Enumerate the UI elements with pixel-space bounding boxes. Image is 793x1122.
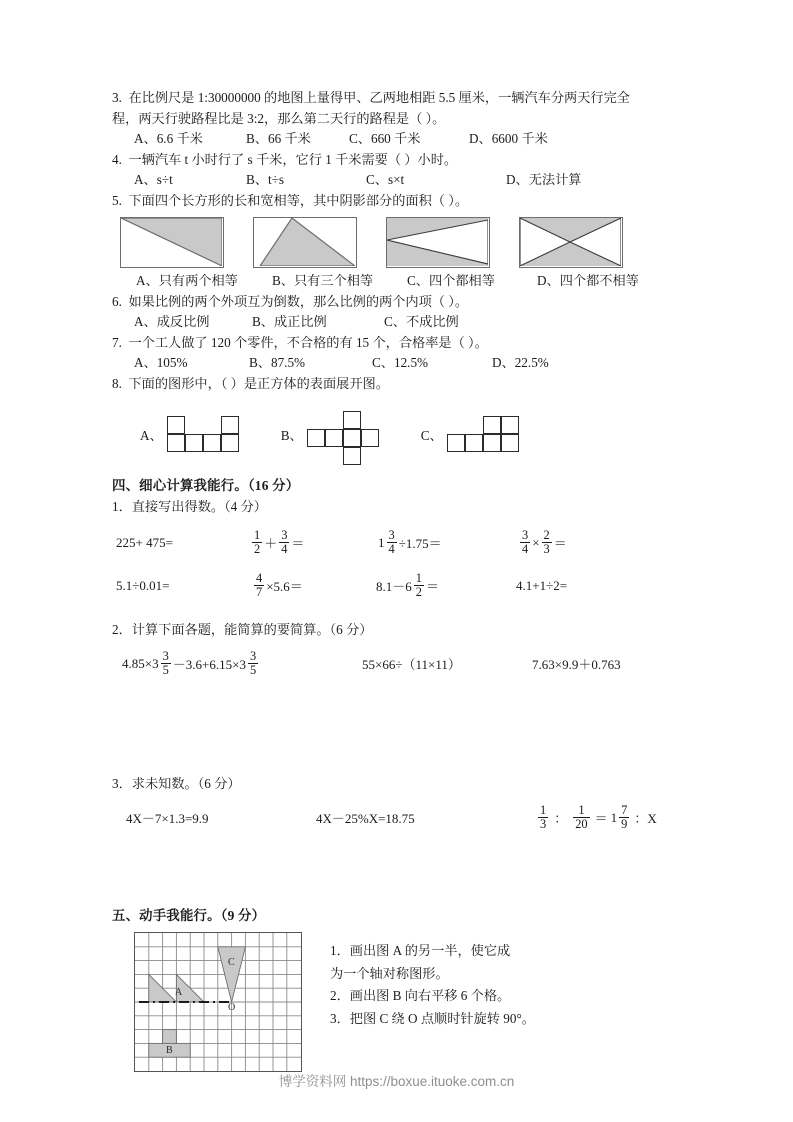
- question-3-option-b[interactable]: B、66 千米: [246, 131, 311, 146]
- page-content: [112, 88, 684, 1082]
- fraction: $\frac{1}{3}$: [540, 803, 547, 832]
- question-6-option-b[interactable]: B、成正比例: [252, 314, 327, 329]
- section-five-instructions: [330, 940, 682, 1030]
- section-five-title: 五、动手我能行。（9 分）: [112, 908, 266, 924]
- net-cell: [307, 429, 325, 447]
- question-5-stem-line1: 下面四个长方形的长和宽相等，其中阴影部分的面积（ ）。: [128, 192, 469, 208]
- arith-item: 7.63×9.9＋0.763: [532, 657, 621, 673]
- question-5-number: 5.: [112, 192, 122, 208]
- arith-item: [378, 529, 518, 556]
- grid-shape-label-c: C: [228, 957, 235, 969]
- net-cell: [221, 434, 239, 452]
- middle: －3.6+6.15×3: [172, 657, 246, 673]
- integer-part: 1: [378, 534, 385, 550]
- cube-net-c[interactable]: [421, 416, 519, 452]
- tail: ×5.6＝: [266, 579, 303, 595]
- lead: 4.85×3: [122, 655, 159, 671]
- tail: ÷1.75＝: [398, 536, 442, 552]
- operator: ×: [532, 534, 540, 550]
- shaded-rect-figure-3: [386, 217, 490, 268]
- section-four-title: 四、细心计算我能行。（16 分）: [112, 478, 300, 493]
- fraction: $\frac{4}{7}$: [256, 571, 263, 600]
- question-6-stem: [112, 292, 684, 313]
- instruction-3: 3．把图 C 绕 O 点顺时针旋转 90°。: [330, 1010, 535, 1026]
- question-3-stem-line1: 在比例尺是 1:30000000 的地图上量得甲、乙两地相距 5.5 厘米，一辆汽车分两天行完全: [128, 90, 630, 105]
- net-cell: [483, 434, 501, 452]
- question-7-option-a[interactable]: A、105%: [134, 355, 188, 370]
- arith-item: [252, 572, 376, 599]
- net-cell: [447, 434, 465, 452]
- operator: ＋: [264, 536, 278, 552]
- question-4-stem-line1: 一辆汽车 t 小时行了 s 千米，它行 1 千米需要（ ）小时。: [128, 151, 458, 167]
- question-4-option-b[interactable]: B、t÷s: [246, 172, 285, 187]
- question-3-number: 3.: [112, 90, 122, 105]
- arith-item: [122, 650, 362, 677]
- question-7-option-d[interactable]: D、22.5%: [492, 355, 549, 370]
- fraction: $\frac{1}{2}$: [415, 571, 422, 600]
- net-cell: [343, 411, 361, 429]
- net-cell: [203, 434, 221, 452]
- equals: ＝: [594, 811, 608, 827]
- net-cell: [167, 416, 185, 434]
- arith-item: [518, 529, 567, 556]
- footer-watermark: 博学资料网 https://boxue.ituoke.com.cn: [278, 1074, 515, 1089]
- question-6-option-a[interactable]: A、成反比例: [134, 314, 210, 329]
- net-cell: [167, 434, 185, 452]
- question-5-options: [112, 271, 684, 292]
- question-4-stem: [112, 150, 684, 171]
- fraction: $\frac{1}{20}$: [575, 803, 588, 832]
- lead: 8.1－6: [376, 579, 412, 595]
- question-5-option-d[interactable]: D、四个都不相等: [537, 273, 639, 288]
- arith-row-4: [112, 804, 684, 831]
- question-7-stem: [112, 333, 684, 354]
- section-four-sub3: 3．求未知数。（6 分）: [112, 776, 241, 792]
- instruction-1-line2: 为一个轴对称图形。: [330, 965, 449, 981]
- question-5-option-c[interactable]: C、四个都相等: [407, 273, 495, 288]
- net-cell: [221, 416, 239, 434]
- question-4-option-d[interactable]: D、无法计算: [506, 172, 582, 187]
- net-cell: [325, 429, 343, 447]
- question-5-stem: [112, 191, 684, 212]
- cube-net-a-label: A、: [140, 427, 163, 443]
- arith-row-3: [112, 650, 684, 677]
- question-7-option-b[interactable]: B、87.5%: [249, 355, 306, 370]
- question-3-stem: [112, 88, 684, 129]
- cube-net-c-label: C、: [420, 427, 443, 443]
- shaded-rectangles-row: [112, 217, 684, 268]
- fraction: $\frac{2}{3}$: [543, 528, 550, 557]
- question-5-option-b[interactable]: B、只有三个相等: [272, 273, 374, 288]
- question-7-options: [112, 353, 684, 374]
- question-4-option-a[interactable]: A、s÷t: [134, 172, 173, 187]
- arith-row-1: [112, 529, 684, 556]
- fraction: $\frac{3}{4}$: [281, 528, 288, 557]
- coordinate-grid-figure[interactable]: [134, 932, 302, 1072]
- question-7-stem-line1: 一个工人做了 120 个零件，不合格的有 15 个，合格率是（ ）。: [128, 334, 488, 350]
- fraction: $\frac{7}{9}$: [621, 803, 628, 832]
- fraction: $\frac{1}{2}$: [254, 528, 261, 557]
- question-7-option-c[interactable]: C、12.5%: [372, 355, 429, 370]
- fraction: $\frac{3}{5}$: [162, 649, 169, 678]
- arith-item: [250, 529, 378, 556]
- tail: ：X: [634, 811, 657, 827]
- section-five-figure-area: [112, 932, 684, 1082]
- question-6-stem-line1: 如果比例的两个外项互为倒数，那么比例的两个内项（ ）。: [128, 293, 469, 309]
- grid-shape-label-b: B: [166, 1045, 173, 1057]
- net-cell: [501, 434, 519, 452]
- question-8-stem-line1: 下面的图形中，（ ）是正方体的表面展开图。: [128, 375, 389, 391]
- fraction: $\frac{3}{4}$: [388, 528, 395, 557]
- section-four-sub2: 2．计算下面各题，能简算的要简算。（6 分）: [112, 622, 373, 638]
- question-8-number: 8.: [112, 375, 122, 391]
- question-4-options: [112, 170, 684, 191]
- net-cell: [343, 447, 361, 465]
- arith-item: 4.1+1÷2=: [516, 577, 568, 593]
- arith-row-2: [112, 572, 684, 599]
- arith-item: 4X－25%X=18.75: [316, 811, 415, 827]
- shaded-rect-figure-4: [519, 217, 623, 268]
- arith-item: 5.1÷0.01=: [116, 577, 170, 593]
- question-3-option-d[interactable]: D、6600 千米: [469, 131, 548, 146]
- fraction: $\frac{3}{4}$: [522, 528, 529, 557]
- equals: ＝: [425, 579, 439, 595]
- shaded-rect-figure-2: [253, 217, 357, 268]
- shaded-rect-figure-1: [120, 217, 224, 268]
- arith-item: 225+ 475=: [116, 534, 173, 550]
- cube-net-b[interactable]: [281, 403, 379, 465]
- equals: ＝: [291, 536, 305, 552]
- question-6-option-c[interactable]: C、不成比例: [384, 314, 459, 329]
- question-7-number: 7.: [112, 334, 122, 350]
- question-8-stem: [112, 374, 684, 395]
- arith-item: 4X－7×1.3=9.9: [126, 811, 209, 827]
- instruction-2: 2．画出图 B 向右平移 6 个格。: [330, 988, 511, 1004]
- question-6-number: 6.: [112, 293, 122, 309]
- grid-shape-label-a: A: [175, 987, 183, 999]
- question-3-options: [112, 129, 684, 150]
- net-cell: [343, 429, 361, 447]
- net-cell: [465, 434, 483, 452]
- integer-part: 1: [610, 809, 618, 825]
- question-3-stem-line2: 程，两天行驶路程比是 3:2，那么第二天行的路程是（ ）。: [112, 110, 446, 126]
- grid-point-label-o: O: [228, 1002, 236, 1014]
- question-3-option-a[interactable]: A、6.6 千米: [134, 131, 203, 146]
- instruction-1-line1: 1．画出图 A 的另一半，使它成: [330, 943, 511, 959]
- fraction: $\frac{3}{5}$: [249, 649, 257, 678]
- net-cell: [361, 429, 379, 447]
- cube-net-b-label: B、: [280, 427, 303, 443]
- arith-item: [376, 572, 516, 599]
- net-cell: [501, 416, 519, 434]
- question-5-option-a[interactable]: A、只有两个相等: [136, 273, 238, 288]
- ratio-colon: ：: [554, 811, 568, 827]
- question-4-number: 4.: [112, 151, 122, 167]
- cube-net-a[interactable]: [140, 416, 239, 452]
- cube-nets-row: [112, 402, 684, 466]
- net-cell: [185, 434, 203, 452]
- question-6-options: [112, 312, 684, 333]
- arith-item: [536, 804, 657, 831]
- question-4-option-c[interactable]: C、s×t: [366, 172, 405, 187]
- arith-item: 55×66÷（11×11）: [362, 657, 461, 673]
- net-cell: [483, 416, 501, 434]
- section-four-sub1: 1．直接写出得数。（4 分）: [112, 499, 267, 514]
- question-3-option-c[interactable]: C、660 千米: [349, 131, 421, 146]
- equals: ＝: [553, 536, 567, 552]
